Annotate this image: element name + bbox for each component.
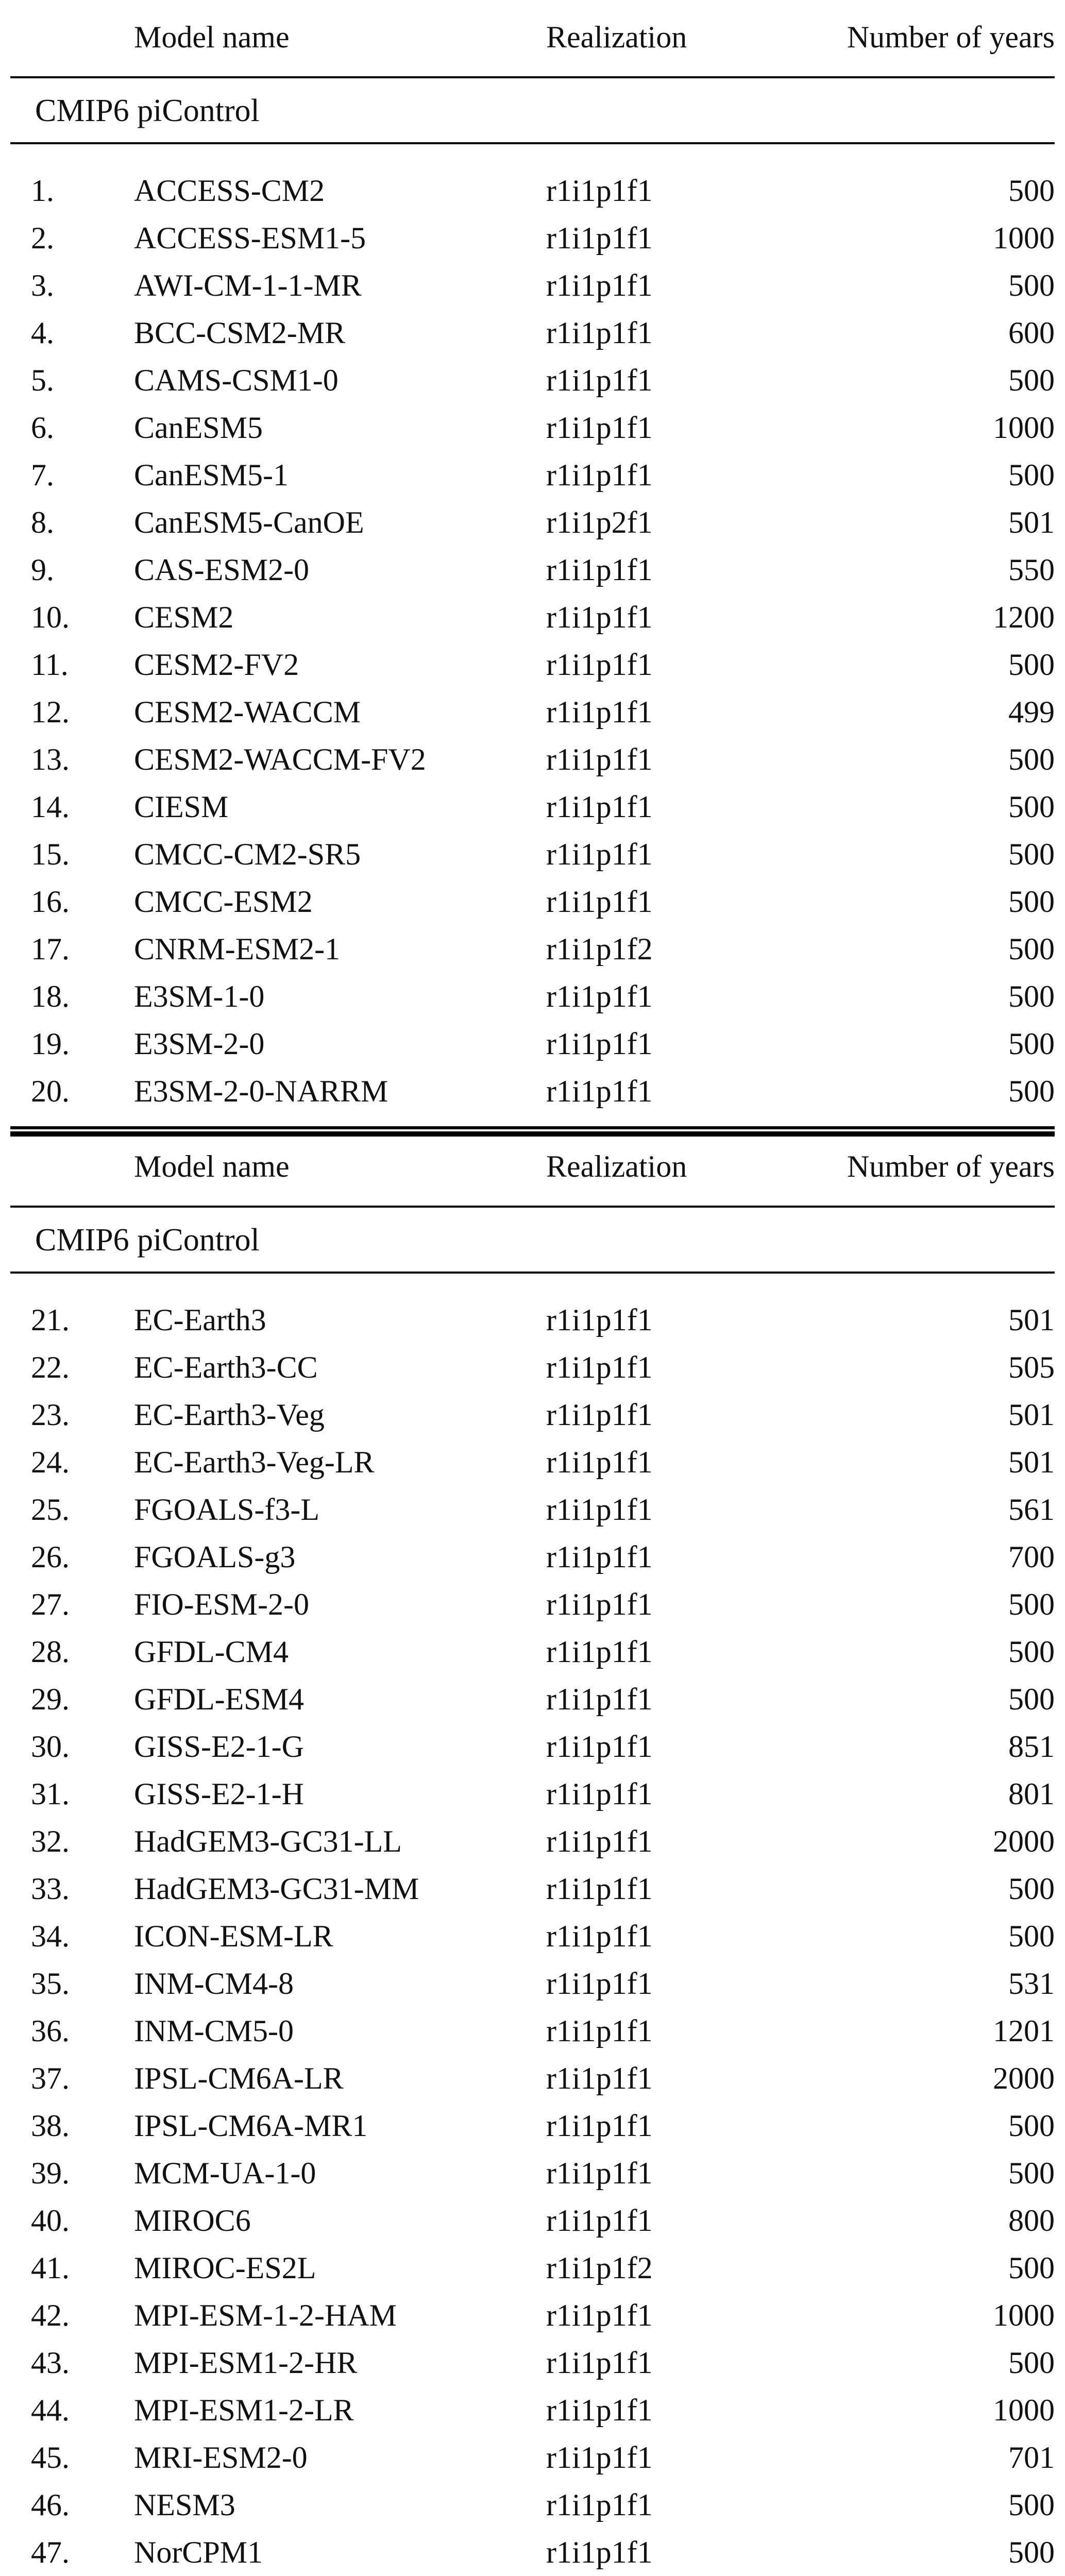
header-realization: Realization: [546, 20, 687, 54]
row-years: 550: [1008, 553, 1055, 587]
row-realization: r1i1p1f1: [546, 1824, 653, 1858]
row-model-name: FGOALS-f3-L: [134, 1493, 319, 1527]
row-model-name: IPSL-CM6A-MR1: [134, 2109, 368, 2143]
row-model-name: MPI-ESM1-2-LR: [134, 2393, 354, 2427]
header-model-name: Model name: [134, 20, 290, 54]
row-number: 42.: [31, 2298, 70, 2332]
row-realization: r1i1p1f1: [546, 742, 653, 776]
row-realization: r1i1p1f1: [546, 2109, 653, 2143]
row-years: 561: [1008, 1493, 1055, 1527]
row-realization: r1i1p1f1: [546, 1872, 653, 1906]
row-realization: r1i1p1f1: [546, 1635, 653, 1669]
row-model-name: ACCESS-ESM1-5: [134, 221, 366, 255]
row-years: 500: [1008, 2346, 1055, 2380]
table-row: [10, 2574, 1055, 2576]
row-model-name: ACCESS-CM2: [134, 174, 325, 208]
row-number: 28.: [31, 1635, 70, 1669]
row-realization: r1i1p1f1: [546, 2061, 653, 2095]
table-row: [10, 212, 1055, 260]
row-years: 500: [1008, 742, 1055, 776]
row-model-name: MPI-ESM-1-2-HAM: [134, 2298, 397, 2332]
row-number: 21.: [31, 1303, 70, 1337]
table-row: [10, 2195, 1055, 2242]
row-model-name: INM-CM4-8: [134, 1967, 294, 2001]
row-number: 1.: [31, 174, 54, 208]
row-years: 701: [1008, 2441, 1055, 2475]
section-label: CMIP6 piControl: [35, 93, 260, 128]
row-model-name: CIESM: [134, 790, 229, 824]
row-realization: r1i1p1f1: [546, 1682, 653, 1716]
row-number: 44.: [31, 2393, 70, 2427]
row-years: 500: [1008, 2156, 1055, 2190]
row-number: 4.: [31, 316, 54, 350]
row-realization: r1i1p1f1: [546, 553, 653, 587]
row-number: 6.: [31, 411, 54, 445]
row-number: 45.: [31, 2441, 70, 2475]
row-realization: r1i1p1f1: [546, 695, 653, 729]
row-number: 33.: [31, 1872, 70, 1906]
table-row: [10, 639, 1055, 686]
row-realization: r1i1p1f1: [546, 2156, 653, 2190]
row-realization: r1i1p1f1: [546, 600, 653, 634]
row-model-name: GISS-E2-1-G: [134, 1730, 304, 1764]
row-years: 500: [1008, 1027, 1055, 1061]
row-model-name: MRI-ESM2-0: [134, 2441, 308, 2475]
table-row: [10, 2053, 1055, 2100]
table-row: [10, 1816, 1055, 1863]
table-row: [10, 734, 1055, 781]
row-years: 1200: [993, 600, 1055, 634]
row-realization: r1i1p1f1: [546, 316, 653, 350]
section-title: [10, 78, 1055, 144]
table-row: [10, 2384, 1055, 2432]
row-model-name: MCM-UA-1-0: [134, 2156, 316, 2190]
row-number: 24.: [31, 1445, 70, 1479]
header-number-of-years: Number of years: [847, 1149, 1055, 1183]
row-years: 501: [1008, 1445, 1055, 1479]
row-model-name: E3SM-2-0: [134, 1027, 265, 1061]
row-realization: r1i1p1f1: [546, 1967, 653, 2001]
row-model-name: CNRM-ESM2-1: [134, 932, 341, 966]
row-model-name: CanESM5-CanOE: [134, 505, 364, 539]
row-model-name: E3SM-2-0-NARRM: [134, 1074, 388, 1108]
row-model-name: ICON-ESM-LR: [134, 1919, 333, 1953]
table-row: [10, 2147, 1055, 2195]
row-number: 43.: [31, 2346, 70, 2380]
row-years: 500: [1008, 2535, 1055, 2569]
row-realization: r1i1p1f1: [546, 1074, 653, 1108]
table-row: [10, 1863, 1055, 1910]
row-years: 500: [1008, 837, 1055, 871]
table-header: [10, 1126, 1055, 1208]
table-row: [10, 1531, 1055, 1579]
row-number: 12.: [31, 695, 70, 729]
table-row: [10, 1294, 1055, 1342]
row-number: 34.: [31, 1919, 70, 1953]
row-number: 37.: [31, 2061, 70, 2095]
table-row: [10, 2290, 1055, 2337]
row-number: 26.: [31, 1540, 70, 1574]
table-row: [10, 2337, 1055, 2384]
row-model-name: BCC-CSM2-MR: [134, 316, 346, 350]
table-row: [10, 686, 1055, 734]
row-realization: r1i1p1f1: [546, 411, 653, 445]
row-number: 27.: [31, 1587, 70, 1621]
row-number: 3.: [31, 268, 54, 302]
row-model-name: CAMS-CSM1-0: [134, 363, 339, 397]
row-years: 800: [1008, 2204, 1055, 2238]
row-number: 46.: [31, 2488, 70, 2522]
row-realization: r1i1p1f1: [546, 2298, 653, 2332]
row-years: 1000: [993, 221, 1055, 255]
header-realization: Realization: [546, 1149, 687, 1183]
section-label: CMIP6 piControl: [35, 1223, 260, 1258]
table-row: [10, 1673, 1055, 1721]
table-row: [10, 876, 1055, 923]
table-row: [10, 1484, 1055, 1531]
row-number: 23.: [31, 1398, 70, 1432]
row-years: 531: [1008, 1967, 1055, 2001]
table-row: [10, 165, 1055, 212]
table-row: [10, 1910, 1055, 1958]
table-row: [10, 2100, 1055, 2147]
table-body: [10, 1274, 1055, 2576]
table-row: [10, 781, 1055, 828]
row-realization: r1i1p1f1: [546, 1587, 653, 1621]
row-years: 1201: [993, 2014, 1055, 2048]
row-realization: r1i1p1f1: [546, 885, 653, 919]
row-realization: r1i1p1f1: [546, 2014, 653, 2048]
row-realization: r1i1p1f1: [546, 1540, 653, 1574]
row-model-name: CMCC-CM2-SR5: [134, 837, 361, 871]
row-model-name: HadGEM3-GC31-LL: [134, 1824, 402, 1858]
row-years: 500: [1008, 790, 1055, 824]
row-model-name: MIROC6: [134, 2204, 251, 2238]
row-years: 2000: [993, 1824, 1055, 1858]
row-model-name: EC-Earth3-Veg: [134, 1398, 325, 1432]
table-cmip6-part2: [10, 1126, 1055, 2576]
row-realization: r1i1p1f1: [546, 2441, 653, 2475]
row-number: 20.: [31, 1074, 70, 1108]
row-model-name: HadGEM3-GC31-MM: [134, 1872, 419, 1906]
row-years: 801: [1008, 1777, 1055, 1811]
row-realization: r1i1p1f1: [546, 648, 653, 682]
row-years: 700: [1008, 1540, 1055, 1574]
row-years: 1000: [993, 2298, 1055, 2332]
row-model-name: NorCPM1: [134, 2535, 263, 2569]
row-model-name: NESM3: [134, 2488, 235, 2522]
row-years: 1000: [993, 2393, 1055, 2427]
row-number: 10.: [31, 600, 70, 634]
row-years: 2000: [993, 2061, 1055, 2095]
table-row: [10, 260, 1055, 307]
table-row: [10, 828, 1055, 876]
table-row: [10, 2432, 1055, 2479]
row-model-name: AWI-CM-1-1-MR: [134, 268, 362, 302]
row-realization: r1i1p1f1: [546, 363, 653, 397]
table-row: [10, 497, 1055, 544]
row-realization: r1i1p1f1: [546, 268, 653, 302]
row-number: 36.: [31, 2014, 70, 2048]
row-number: 19.: [31, 1027, 70, 1061]
row-realization: r1i1p1f1: [546, 1493, 653, 1527]
row-number: 35.: [31, 1967, 70, 2001]
row-years: 500: [1008, 1074, 1055, 1108]
table-row: [10, 591, 1055, 639]
table-row: [10, 307, 1055, 354]
row-number: 39.: [31, 2156, 70, 2190]
table-row: [10, 1579, 1055, 1626]
row-years: 505: [1008, 1350, 1055, 1384]
row-realization: r1i1p1f1: [546, 1730, 653, 1764]
table-row: [10, 2005, 1055, 2053]
row-number: 41.: [31, 2251, 70, 2285]
table-body: [10, 144, 1055, 1131]
row-realization: r1i1p2f1: [546, 505, 653, 539]
table-row: [10, 1721, 1055, 1768]
row-years: 500: [1008, 885, 1055, 919]
row-years: 851: [1008, 1730, 1055, 1764]
row-number: 18.: [31, 979, 70, 1013]
row-number: 30.: [31, 1730, 70, 1764]
row-realization: r1i1p1f1: [546, 1919, 653, 1953]
row-realization: r1i1p1f1: [546, 221, 653, 255]
row-model-name: FIO-ESM-2-0: [134, 1587, 309, 1621]
row-model-name: GISS-E2-1-H: [134, 1777, 304, 1811]
row-model-name: CAS-ESM2-0: [134, 553, 310, 587]
row-number: 17.: [31, 932, 70, 966]
row-model-name: EC-Earth3-CC: [134, 1350, 318, 1384]
row-years: 500: [1008, 932, 1055, 966]
row-number: 7.: [31, 458, 54, 492]
row-realization: r1i1p1f1: [546, 1777, 653, 1811]
row-years: 500: [1008, 1587, 1055, 1621]
row-realization: r1i1p1f1: [546, 1398, 653, 1432]
table-row: [10, 1342, 1055, 1389]
row-number: 29.: [31, 1682, 70, 1716]
row-model-name: CESM2-WACCM: [134, 695, 361, 729]
row-model-name: CanESM5: [134, 411, 263, 445]
row-number: 8.: [31, 505, 54, 539]
row-years: 500: [1008, 979, 1055, 1013]
row-realization: r1i1p1f1: [546, 1445, 653, 1479]
row-years: 501: [1008, 1398, 1055, 1432]
header-number-of-years: Number of years: [847, 20, 1055, 54]
table-row: [10, 2242, 1055, 2290]
table-row: [10, 2479, 1055, 2527]
row-years: 500: [1008, 363, 1055, 397]
row-realization: r1i1p1f1: [546, 458, 653, 492]
row-realization: r1i1p1f1: [546, 2393, 653, 2427]
row-model-name: EC-Earth3: [134, 1303, 266, 1337]
row-model-name: INM-CM5-0: [134, 2014, 294, 2048]
row-number: 15.: [31, 837, 70, 871]
row-number: 32.: [31, 1824, 70, 1858]
row-realization: r1i1p1f1: [546, 1350, 653, 1384]
table-row: [10, 544, 1055, 591]
row-years: 501: [1008, 1303, 1055, 1337]
row-years: 500: [1008, 1682, 1055, 1716]
row-realization: r1i1p1f1: [546, 837, 653, 871]
row-realization: r1i1p1f1: [546, 979, 653, 1013]
row-years: 500: [1008, 2109, 1055, 2143]
section-title: [10, 1208, 1055, 1274]
row-years: 1000: [993, 411, 1055, 445]
row-realization: r1i1p1f2: [546, 932, 653, 966]
row-number: 11.: [31, 648, 69, 682]
row-model-name: GFDL-CM4: [134, 1635, 289, 1669]
row-model-name: MPI-ESM1-2-HR: [134, 2346, 358, 2380]
row-years: 500: [1008, 458, 1055, 492]
table-row: [10, 1626, 1055, 1673]
row-years: 500: [1008, 1635, 1055, 1669]
row-number: 40.: [31, 2204, 70, 2238]
row-number: 25.: [31, 1493, 70, 1527]
row-number: 14.: [31, 790, 70, 824]
row-model-name: CESM2-WACCM-FV2: [134, 742, 426, 776]
table-row: [10, 1065, 1055, 1113]
row-number: 16.: [31, 885, 70, 919]
row-years: 500: [1008, 174, 1055, 208]
table-row: [10, 2527, 1055, 2574]
header-model-name: Model name: [134, 1149, 290, 1183]
row-years: 500: [1008, 268, 1055, 302]
table-row: [10, 449, 1055, 497]
row-model-name: MIROC-ES2L: [134, 2251, 316, 2285]
table-cmip6-part1: [10, 0, 1055, 1149]
table-row: [10, 402, 1055, 449]
row-number: 38.: [31, 2109, 70, 2143]
row-realization: r1i1p1f1: [546, 790, 653, 824]
table-row: [10, 971, 1055, 1018]
table-row: [10, 354, 1055, 402]
row-realization: r1i1p1f2: [546, 2251, 653, 2285]
table-header: [10, 0, 1055, 78]
row-years: 500: [1008, 2251, 1055, 2285]
table-row: [10, 1436, 1055, 1484]
row-number: 2.: [31, 221, 54, 255]
row-years: 600: [1008, 316, 1055, 350]
row-number: 5.: [31, 363, 54, 397]
row-number: 31.: [31, 1777, 70, 1811]
row-model-name: GFDL-ESM4: [134, 1682, 305, 1716]
row-model-name: CMCC-ESM2: [134, 885, 313, 919]
table-row: [10, 1389, 1055, 1436]
row-realization: r1i1p1f1: [546, 2535, 653, 2569]
row-years: 500: [1008, 1919, 1055, 1953]
row-model-name: E3SM-1-0: [134, 979, 265, 1013]
table-row: [10, 923, 1055, 971]
row-years: 500: [1008, 1872, 1055, 1906]
row-model-name: CESM2-FV2: [134, 648, 299, 682]
row-model-name: CESM2: [134, 600, 234, 634]
table-row: [10, 1018, 1055, 1065]
row-realization: r1i1p1f1: [546, 174, 653, 208]
row-years: 499: [1008, 695, 1055, 729]
row-number: 9.: [31, 553, 54, 587]
table-row: [10, 1958, 1055, 2005]
row-realization: r1i1p1f1: [546, 2204, 653, 2238]
row-model-name: EC-Earth3-Veg-LR: [134, 1445, 375, 1479]
row-realization: r1i1p1f1: [546, 1027, 653, 1061]
table-row: [10, 1768, 1055, 1816]
row-years: 501: [1008, 505, 1055, 539]
row-realization: r1i1p1f1: [546, 1303, 653, 1337]
row-years: 500: [1008, 2488, 1055, 2522]
row-number: 13.: [31, 742, 70, 776]
row-number: 47.: [31, 2535, 70, 2569]
row-model-name: IPSL-CM6A-LR: [134, 2061, 344, 2095]
row-years: 500: [1008, 648, 1055, 682]
row-model-name: FGOALS-g3: [134, 1540, 296, 1574]
row-model-name: CanESM5-1: [134, 458, 289, 492]
row-number: 22.: [31, 1350, 70, 1384]
row-realization: r1i1p1f1: [546, 2346, 653, 2380]
row-realization: r1i1p1f1: [546, 2488, 653, 2522]
